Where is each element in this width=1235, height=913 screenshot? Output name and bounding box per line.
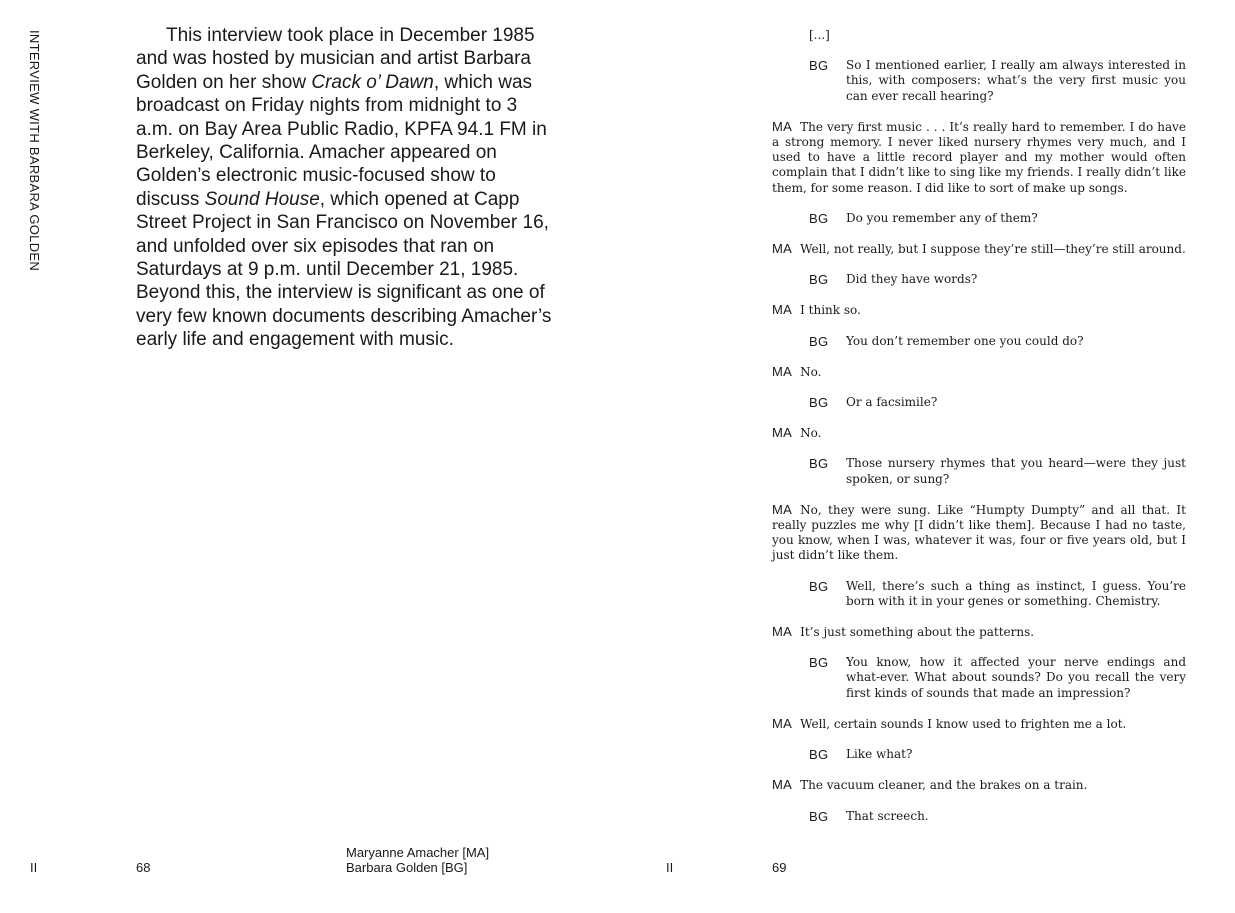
running-title: INTERVIEW WITH BARBARA GOLDEN bbox=[27, 30, 42, 272]
speaker-label: BG bbox=[809, 808, 829, 824]
transcript-entry bbox=[772, 211, 1186, 226]
transcript-entry bbox=[772, 456, 1186, 486]
speaker-label: BG bbox=[809, 210, 829, 226]
speech-text: Well, certain sounds I know used to frighten me a lot. bbox=[800, 716, 1127, 731]
speech-text: Those nursery rhymes that you heard—were they just spoken, or sung? bbox=[846, 456, 1186, 486]
speech-text: You know, how it affected your nerve endings and what-ever. What about sounds? Do you recall the very first kinds of sounds that made an impression? bbox=[846, 655, 1186, 700]
speech-text: That screech. bbox=[846, 808, 929, 823]
transcript-ellipsis: [...] bbox=[809, 28, 830, 42]
intro-paragraph bbox=[136, 24, 556, 352]
speaker-label: MA bbox=[772, 501, 793, 517]
speech-text: The vacuum cleaner, and the brakes on a train. bbox=[800, 778, 1088, 793]
speaker-label: BG bbox=[809, 747, 829, 763]
speech-text: Well, not really, but I suppose they’re still—they’re still around. bbox=[800, 242, 1186, 257]
transcript-entry bbox=[772, 502, 1186, 564]
speech-text: So I mentioned earlier, I really am always interested in this, with composers: what’s the very first music you can ever recall hearing? bbox=[846, 58, 1186, 103]
transcript-entry bbox=[772, 747, 1186, 762]
right-page-number: 69 bbox=[772, 860, 787, 875]
speaker-label: BG bbox=[809, 333, 829, 349]
speech-text: Like what? bbox=[846, 747, 913, 762]
transcript-entry bbox=[772, 716, 1186, 732]
speaker-label: BG bbox=[809, 456, 829, 472]
intro-part-3: , which opened at Capp Street Project in San Francisco on November 16, and unfolded over six episodes that ran on Saturdays at 9 p.m. until December 21, 1985. Beyond this, the interview is significant as one of very few known documents describing Amacher’s early life and engagement with music. bbox=[136, 188, 552, 351]
speaker-label: BG bbox=[809, 578, 829, 594]
intro-part-1: This interview took place in December 1985 and was hosted by musician and artist Barbara Golden on her show bbox=[136, 25, 535, 93]
speech-text: No, they were sung. Like “Humpty Dumpty” and all that. It really puzzles me why [I didn’t like them]. Because I had no taste, you know, when I was, whatever it was, four or five years old, but I just didn’t like them. bbox=[772, 502, 1186, 563]
work-title: Sound House bbox=[204, 188, 320, 210]
transcript-entry bbox=[772, 777, 1186, 793]
transcript-entry bbox=[772, 119, 1186, 196]
speaker-label: BG bbox=[809, 395, 829, 411]
speech-text: It’s just something about the patterns. bbox=[800, 625, 1035, 640]
speaker-label: BG bbox=[809, 272, 829, 288]
transcript-entry bbox=[772, 334, 1186, 349]
speaker-label: MA bbox=[772, 363, 793, 379]
transcript-lines bbox=[772, 58, 1186, 824]
speaker-label: MA bbox=[772, 425, 793, 441]
transcript-entry bbox=[772, 624, 1186, 640]
transcript bbox=[772, 28, 1186, 839]
speech-text: Or a facsimile? bbox=[846, 395, 938, 410]
intro-part-2: , which was broadcast on Friday nights from midnight to 3 a.m. on Bay Area Public Radio, KPFA 94.1 FM in Berkeley, California. Amacher appeared on Golden’s electronic music-focused show to discuss bbox=[136, 71, 547, 210]
left-page-number: 68 bbox=[136, 860, 151, 875]
speaker-legend-bg: Barbara Golden [BG] bbox=[346, 860, 468, 875]
speech-text: Did they have words? bbox=[846, 272, 978, 287]
speech-text: No. bbox=[800, 426, 822, 441]
speech-text: Do you remember any of them? bbox=[846, 210, 1038, 225]
transcript-entry bbox=[772, 364, 1186, 380]
speaker-legend bbox=[346, 845, 489, 875]
speech-text: I think so. bbox=[800, 303, 861, 318]
transcript-entry bbox=[772, 579, 1186, 609]
speaker-label: MA bbox=[772, 715, 793, 731]
right-section-mark: II bbox=[666, 860, 674, 875]
speaker-label: MA bbox=[772, 241, 793, 257]
speaker-label: MA bbox=[772, 302, 793, 318]
transcript-entry bbox=[772, 395, 1186, 410]
speaker-label: MA bbox=[772, 777, 793, 793]
speech-text: The very first music . . . It’s really hard to remember. I do have a strong memory. I never liked nursery rhymes very much, and I used to have a little record player and my mother would often complain that I didn’t like to sing like my friends. I really didn’t like them, for some reason. I did like to sort of make up songs. bbox=[772, 119, 1186, 195]
speaker-label: MA bbox=[772, 118, 793, 134]
speaker-label: BG bbox=[809, 655, 829, 671]
speaker-legend-ma: Maryanne Amacher [MA] bbox=[346, 845, 490, 860]
intro-text bbox=[136, 24, 556, 352]
transcript-entry bbox=[772, 809, 1186, 824]
show-title: Crack o’ Dawn bbox=[311, 71, 434, 93]
transcript-entry bbox=[772, 272, 1186, 287]
transcript-entry bbox=[772, 655, 1186, 701]
speech-text: Well, there’s such a thing as instinct, I guess. You’re born with it in your genes or something. Chemistry. bbox=[846, 578, 1186, 608]
transcript-entry bbox=[772, 58, 1186, 104]
transcript-entry bbox=[772, 241, 1186, 257]
speech-text: No. bbox=[800, 364, 822, 379]
speech-text: You don’t remember one you could do? bbox=[846, 333, 1084, 348]
speaker-label: MA bbox=[772, 624, 793, 640]
speaker-label: BG bbox=[809, 58, 829, 74]
transcript-entry bbox=[772, 302, 1186, 318]
left-section-mark: II bbox=[30, 860, 38, 875]
transcript-entry bbox=[772, 425, 1186, 441]
